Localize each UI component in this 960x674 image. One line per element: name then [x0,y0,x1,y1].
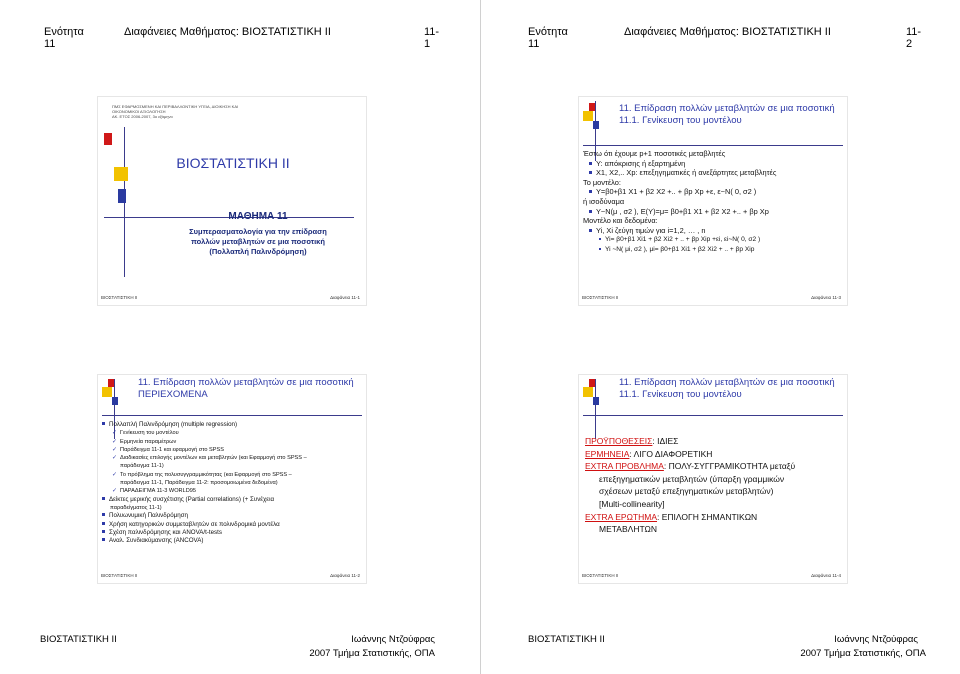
deco-blue-square [112,397,118,405]
header-unit: Ενότητα 11 [528,26,568,50]
slide-footer-course: ΒΙΟΣΤΑΤΙΣΤΙΚΗ ΙΙ [582,573,619,578]
bullet-icon [102,522,105,525]
contents-item: ✓ ΠΑΡΑΔΕΙΓΜΑ 11-3 WORLD95 [112,488,196,495]
check-icon: ✓ [112,430,118,437]
slide-11-2 [97,374,367,584]
slide-footer-number: Διαφάνεια 11-2 [330,573,360,578]
contents-item: παράδειγμα 11-1, Παράδειγμα 11-2: προσομοιωμένα δεδομένα) [120,480,278,487]
slide-footer-course: ΒΙΟΣΤΑΤΙΣΤΙΚΗ ΙΙ [101,295,138,300]
contents-item: ✓ Το πρόβλημα της πολυσυγγραμμικότητας (και Εφαρμογή στο SPSS – [112,471,292,478]
header-page: 11-1 [424,26,440,50]
slide-footer-number: Διαφάνεια 11-1 [330,295,360,300]
header-unit: Ενότητα 11 [44,26,84,50]
contents-item: Σχέση παλινδρόμησης και ANOVA/t-tests [102,529,307,537]
slide-footer-number: Διαφάνεια 11-4 [811,573,841,578]
slide-11-3 [578,96,848,306]
deco-vertical-line [595,379,596,439]
check-icon: ✓ [112,488,118,495]
slide-body: ΠΡΟΫΠΟΘΕΣΕΙΣ: ΙΔΙΕΣ ΕΡΜΗΝΕΙΑ: ΛΙΓΟ ΔΙΑΦΟΡΕΤΙΚΗ EXTRA ΠΡΟΒΛΗΜΑ: ΠΟΛΥ-ΣΥΓΓΡΑΜΙΚΟΤΗΤΑ μεταξύ επεξηγηματικών μεταβλητών (ύπαρξη γραμμικών σχέσεων μεταξύ επεξηγηματικών μεταβλητών) [Multi-collinearity] EXTRA ΕΡΩΤΗΜΑ: ΕΠΙΛΟΓΗ ΣΗΜΑΝΤΙΚΩΝ ΜΕΤΑΒΛΗΤΩΝ [585,436,796,535]
course-title: ΒΙΟΣΤΑΤΙΣΤΙΚΗ ΙΙ [176,155,290,171]
deco-horizontal-line [583,415,843,416]
contents-item: παράδειγμα 11-1) [120,463,164,470]
deco-horizontal-line [102,415,362,416]
slide-11-1 [97,96,367,306]
slide-footer-number: Διαφάνεια 11-3 [811,295,841,300]
header-title: Διαφάνειες Μαθήματος: ΒΙΟΣΤΑΤΙΣΤΙΚΗ ΙΙ [624,26,831,38]
contents-item: Δείκτες μερικής συσχέτισης (Partial correlations) (+ Συνέχεια [102,496,307,504]
check-icon: ✓ [112,455,118,462]
check-icon: ✓ [112,446,118,453]
slide-11-4 [578,374,848,584]
slide-title: 11. Επίδραση πολλών μεταβλητών σε μια ποσοτική ΠΕΡΙΕΧΟΜΕΝΑ [138,377,354,400]
deco-yellow-square [583,387,593,397]
slide-footer-course: ΒΙΟΣΤΑΤΙΣΤΙΚΗ ΙΙ [582,295,619,300]
contents-list [102,421,307,545]
deco-blue-square [118,189,126,203]
slide-footer-course: ΒΙΟΣΤΑΤΙΣΤΙΚΗ ΙΙ [101,573,138,578]
bullet-icon [102,538,105,541]
deco-yellow-square [583,111,593,121]
page-divider [480,0,481,674]
deco-blue-square [593,121,599,129]
bullet-icon [102,497,105,500]
deco-horizontal-line [583,145,843,146]
contents-item: ✓ Παράδειγμα 11-1 και εφαρμογή στο SPSS [112,446,224,453]
deco-yellow-square [102,387,112,397]
contents-item: παραδείγματος 11-1) [110,504,162,511]
bullet-icon [102,513,105,516]
contents-item: Πολλαπλή Παλινδρόμηση (multiple regression) [102,421,307,429]
header-title: Διαφάνειες Μαθήματος: ΒΙΟΣΤΑΤΙΣΤΙΚΗ ΙΙ [124,26,331,38]
deco-red-square [589,103,595,111]
contents-item: Χρήση κατηγορικών συμμεταβλητών σε πολινδρομικά μοντέλα [102,521,307,529]
lesson-title: ΜΑΘΗΜΑ 11 [228,211,288,222]
bullet-icon [102,422,105,425]
lesson-subtitle: Συμπερασματολογία για την επίδραση πολλών μεταβλητών σε μια ποσοτική (Πολλαπλή Παλινδρόμηση) [189,227,327,256]
deco-blue-square [593,397,599,405]
check-icon: ✓ [112,471,118,478]
contents-item: ✓ Ερμηνεία παραμέτρων [112,438,177,445]
contents-item: Αναλ. Συνδιακύμανσης (ANCOVA) [102,537,307,545]
contents-item: ✓ Γενίκευση του μοντέλου [112,430,179,437]
slide-title: 11. Επίδραση πολλών μεταβλητών σε μια ποσοτική 11.1. Γενίκευση του μοντέλου [619,377,835,400]
slide-title: 11. Επίδραση πολλών μεταβλητών σε μια ποσοτική 11.1. Γενίκευση του μοντέλου [619,103,835,126]
deco-red-square [104,133,112,145]
contents-item: Πολυωνυμική Παλινδρόμηση [102,512,307,520]
institution-lines: ΠΜΣ ΕΦΑΡΜΟΣΜΕΝΗ ΚΑΙ ΠΕΡΙΒΑΛΛΟΝΤΙΚΗ ΥΓΕΙΑ, ΔΙΟΙΚΗΣΗ ΚΑΙ ΟΙΚΟΝΟΜΙΚΟΙ ΑΞΙΟΛΟΓΗΣΗ ΑΚ. ΕΤΟΣ 2006-2007, 3ο εξάμηνο [112,104,239,119]
bullet-icon [102,530,105,533]
check-icon: ✓ [112,438,118,445]
deco-red-square [589,379,595,387]
slide-body: Έστω ότι έχουμε p+1 ποσοτικές μεταβλητές Y: απόκρισης ή εξαρτημένη X1, X2,.. Xp: επεξηγηματικές ή ανεξάρτητες μεταβλητές Το μοντέλο: Y=β0+β1 X1 + β2 X2 +.. + βp Xp +ε, ε~N( 0, σ2 ) ή ισοδύναμα Y~N(μ , σ2 ), E(Y)=μ= β0+β1 X1 + β2 X2 +.. + βp Xp Μοντέλο και δεδομένα: Yi, Xi ζεύγη τιμών για i=1,2, … , n Yi= β0+β1 Xi1 + β2 Xi2 + .. + βp Xip +εi, εi~N( 0, σ2 ) Yi ~N( μi, σ2 ), μi= β0+β1 Xi1 + β2 Xi2 + .. + βp Xip [583,149,777,253]
header-page: 11-2 [906,26,922,50]
contents-item: ✓ Διαδικασίες επιλογής μοντέλων και μεταβλητών (και Εφαρμογή στο SPSS – [112,455,307,462]
deco-red-square [108,379,114,387]
